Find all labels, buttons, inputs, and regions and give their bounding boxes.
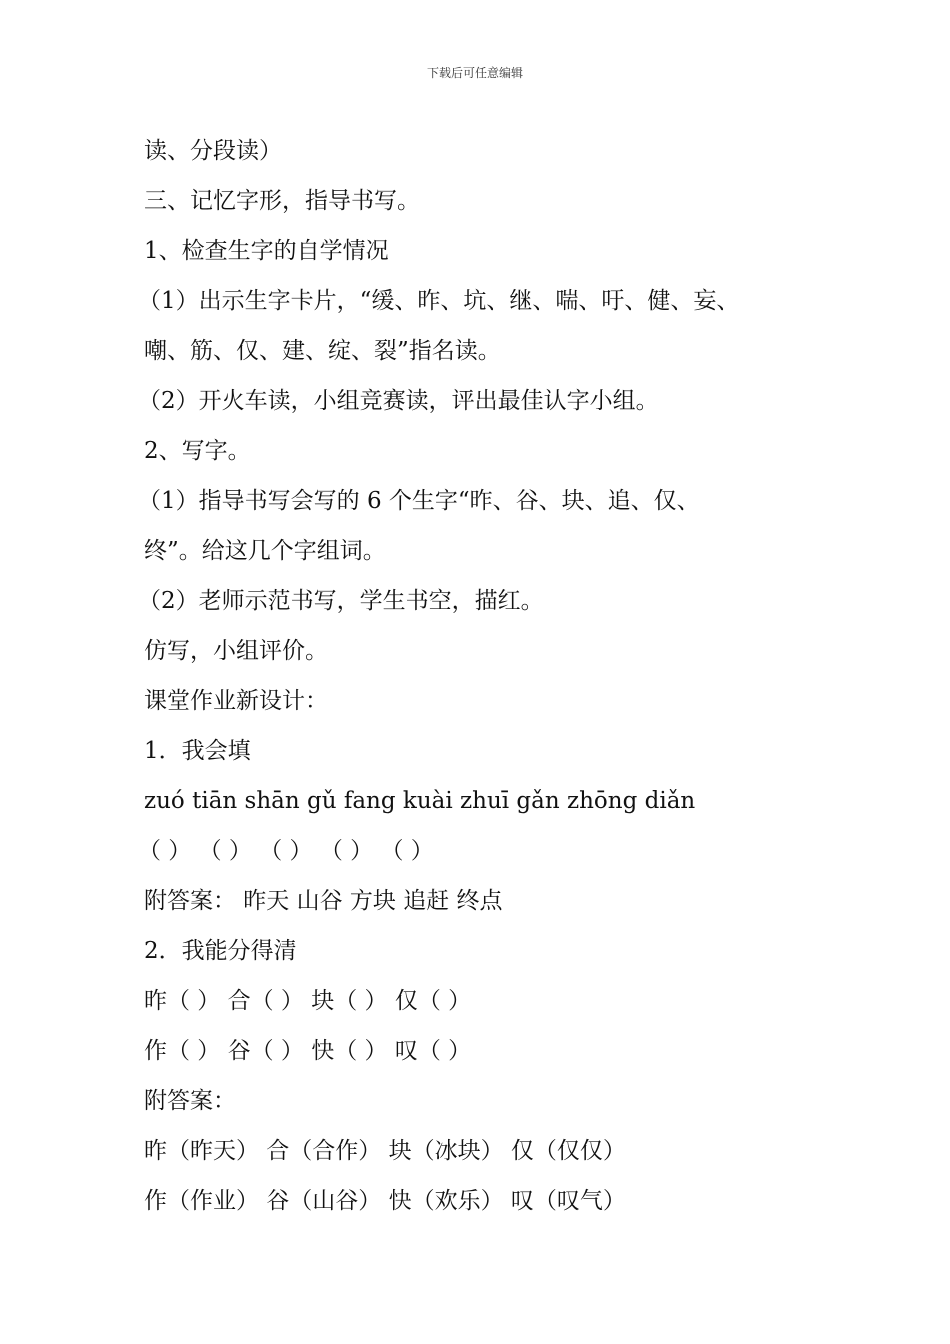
- exercise-title: 1．我会填: [144, 738, 251, 764]
- section-heading: 课堂作业新设计：: [144, 688, 328, 714]
- text-line: 终”。给这几个字组词。: [144, 538, 386, 564]
- text-line: 读、分段读）: [144, 138, 282, 164]
- pinyin-line: zuó tiān shān gǔ fang kuài zhuī gǎn zhōng diǎn: [144, 788, 696, 814]
- text-line: 嘲、筋、仅、建、绽、裂”指名读。: [144, 338, 501, 364]
- text-line: （2）老师示范书写，学生书空，描红。: [138, 588, 544, 614]
- text-line: 1、检查生字的自学情况: [144, 238, 389, 264]
- answer-line: 昨（昨天） 合（合作） 块（冰块） 仅（仅仅）: [144, 1138, 626, 1164]
- answer-line: 附答案： 昨天 山谷 方块 追赶 终点: [144, 888, 503, 914]
- text-line: 2、写字。: [144, 438, 251, 464]
- text-line: （1）出示生字卡片，“缓、昨、坑、继、喘、吁、健、妄、: [138, 288, 740, 314]
- answer-label: 附答案：: [144, 1088, 236, 1114]
- exercise-title: 2．我能分得清: [144, 938, 297, 964]
- section-heading: 三、记忆字形，指导书写。: [144, 188, 420, 214]
- text-line: （1）指导书写会写的 6 个生字“昨、谷、块、追、仅、: [138, 488, 700, 514]
- text-line: 仿写，小组评价。: [144, 638, 328, 664]
- document-body: [138, 126, 844, 1226]
- answer-line: 作（作业） 谷（山谷） 快（欢乐） 叹（叹气）: [144, 1188, 626, 1214]
- blank-line: （ ） （ ） （ ） （ ） （ ）: [138, 838, 434, 864]
- exercise-line: 作（ ） 谷（ ） 快（ ） 叹（ ）: [144, 1038, 472, 1064]
- exercise-line: 昨（ ） 合（ ） 块（ ） 仅（ ）: [144, 988, 472, 1014]
- page-header: 下载后可任意编辑: [426, 66, 523, 80]
- text-line: （2）开火车读，小组竞赛读，评出最佳认字小组。: [138, 388, 659, 414]
